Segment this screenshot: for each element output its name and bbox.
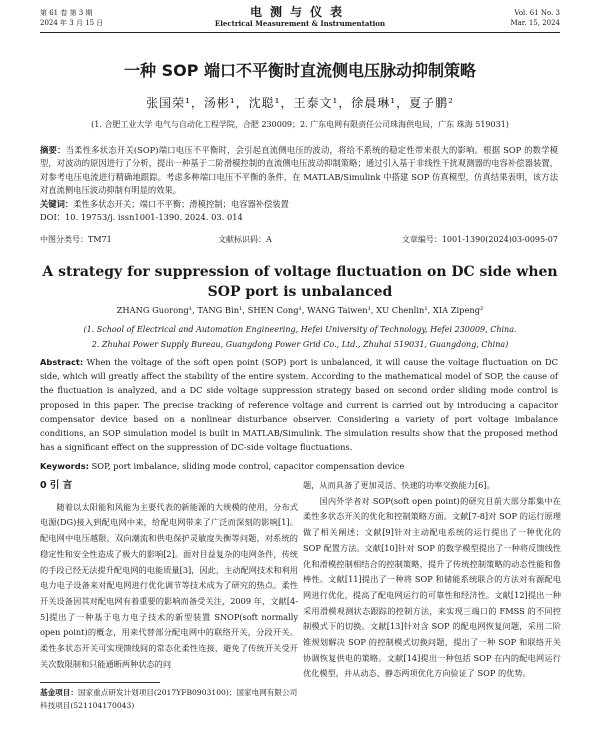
- abstract-text-en: When the voltage of the soft open point (SOP) port is unbalanced, it will cause the voltage fluctuation on DC side, which will greatly affect the stability of the entire system. According to the mathematical model of SOP, the cause of the fluctuation is analyzed, and a DC side voltage suppression strategy based on second order sliding mode control is proposed in this paper. The precise tracking of reference voltage and current is carried out by introducing a capacitor compensator device based on a nonlinear disturbance observer. Considering a variety of port voltage imbalance conditions, an SOP simulation model is built in MATLAB/Simulink. The simulation results show that the proposed method has a significant effect on the suppression of DC-side voltage fluctuations.: [40, 357, 558, 453]
- abstract-cn: [40, 144, 558, 224]
- abstract-label-en: Abstract:: [40, 357, 84, 367]
- affiliation-en: [40, 322, 560, 352]
- date-cn: 2024 年 3 月 15 日: [40, 19, 104, 27]
- affiliation-en-1: (1. School of Electrical and Automation Engineering, Hefei University of Technology, Hefei 230009, China.: [83, 325, 517, 334]
- article-number: 文章编号：1001-1390(2024)03-0095-07: [401, 235, 558, 244]
- affiliation-en-2: 2. Zhuhai Power Supply Bureau, Guangdong Power Grid Co., Ltd., Zhuhai 519031, Guangdong, China): [91, 340, 509, 349]
- intro-paragraph-1: 随着以太阳能和风能为主要代表的新能源的大规模的使用，分布式电源(DG)接入到配电网中来，给配电网带来了广泛而深刻的影响[1]。配电网中电压越限，双向潮流和供电保护灵敏度失衡等问题，对系统的稳定性和安全性造成了极大的影响[2]。面对目益复杂的电网条件，传统的手段已经无法提升配电网的电能质量[3]，因此，主动配网技术和利用电力电子设备来对配电网进行优化调节等技术成为了研究的热点。柔性开关设备因其对配电网有着重要的影响而备受关注，2009 年，文献[4-5]提出了一种基于电力电子技术的新型装置 SNOP(soft normally open point)的概念，用来代替部分配电网中的联络开关，分段开关。柔性多状态开关可实现馈线间的常态化柔性连接，避免了传统开关受开关次数限制和只能通断两种状态的问: [40, 501, 298, 669]
- date-en: Mar. 15, 2024: [510, 19, 560, 27]
- affiliation-cn: (1. 合肥工业大学 电气与自动化工程学院，合肥 230009；2. 广东电网有限责任公司珠海供电局，广东 珠海 519031): [91, 120, 509, 129]
- abstract-en: [40, 355, 558, 454]
- volume-issue-en: Vol. 61 No. 3: [514, 9, 560, 17]
- intro-paragraph-2: 国内外学者对 SOP(soft open point)的研究目前大部分都集中在柔性多状态开关的优化和控制策略方面。文献[7-8]对 SOP 的运行原理做了相关阐述；文献[9]针对主动配电系统的运行提出了一种优化的 SOP 配置方法。文献[10]针对 SOP 的数学模型提出了一种将反馈线性化和滑模控制相结合的控制策略，提升了传统控制策略的动态性能和鲁棒性。文献[11]提出了一种将 SOP 和储能系统联合的方法对有源配电网进行优化，提高了配电网运行的可靠性和经济性。文献[12]提出一种采用滑模观测状态跟踪的控制方法，来实现三端口的 FMSS 的不同控制模式下的切换。文献[13]针对含 SOP 的配电网恢复问题，采用二阶锥规划解决 SOP 的控制模式切换问题，提出了一种 SOP 和联络开关协调恢复供电的策略。文献[14]提出一种包括 SOP 在内的配电网运行优化模型，并从动态、静态两项优化方向验证了 SOP 的优势。: [303, 495, 561, 679]
- funding-text: 国家重点研发计划项目(2017YFB0903100)；国家电网有限公司科技项目(521104170043): [40, 688, 298, 710]
- section-heading-introduction: 0 引 言: [40, 480, 73, 491]
- journal-name-cn: 电测与仪表: [249, 5, 350, 19]
- paper-title-cn: 一种 SOP 端口不平衡时直流侧电压脉动抑制策略: [124, 61, 476, 80]
- author-list-cn: 张国荣¹，汤彬¹，沈聪¹，王泰文¹，徐晨琳¹，夏子鹏²: [146, 96, 454, 110]
- abstract-label-cn: 摘要：: [40, 145, 66, 155]
- author-list-en: ZHANG Guorong¹, TANG Bin¹, SHEN Cong¹, WANG Taiwen¹, XU Chenlin¹, XIA Zipeng²: [116, 305, 484, 315]
- header-center: [40, 7, 560, 29]
- keywords-en: [40, 461, 558, 471]
- body-column-right: [303, 478, 561, 682]
- keywords-text-en: SOP, port imbalance, sliding mode control, capacitor compensation device: [91, 461, 405, 471]
- keywords-label-en: Keywords:: [40, 461, 89, 471]
- paper-title-en: A strategy for suppression of voltage fluctuation on DC side when SOP port is unbalanced: [42, 264, 558, 300]
- abstract-text-cn: 当柔性多状态开关(SOP)端口电压不平衡时，会引起直流侧电压的波动，将给不系统的稳定性带来很大的影响。根据 SOP 的数学模型，对波动的原因进行了分析，提出一种基于二阶滑模控制的直流侧电压波动抑制策略；通过引入基于非线性干扰观测器的电容补偿器装置，对参考电压电流进行精确地跟踪。考虑多种端口电压不平衡的条件，在 MATLAB/Simulink 中搭建 SOP 仿真模型，仿真结果表明，该方法对直流侧电压波动抑制有明显的效果。: [40, 145, 558, 196]
- funding-footnote: [40, 686, 298, 712]
- header-right: [510, 8, 560, 28]
- doi: DOI：10. 19753/j. issn1001-1390. 2024. 03. 014: [40, 212, 243, 223]
- clc-number: 中图分类号：TM71: [40, 235, 112, 244]
- document-code: 文献标识码：A: [218, 235, 272, 244]
- running-header: [40, 6, 560, 33]
- footnote-rule: [40, 682, 160, 683]
- intro-paragraph-continued: 题，从而具备了更加灵活、快速的功率交换能力[6]。: [303, 480, 495, 490]
- keywords-text-cn: 柔性多状态开关；端口不平衡；滑模控制；电容器补偿装置: [73, 198, 289, 209]
- funding-label: 基金项目：: [40, 688, 78, 697]
- journal-name-en: Electrical Measurement & Instrumentation: [214, 19, 386, 28]
- volume-issue-cn: 第 61 卷 第 3 期: [40, 9, 93, 17]
- body-column-left: [40, 478, 298, 672]
- keywords-label-cn: 关键词：: [40, 198, 74, 209]
